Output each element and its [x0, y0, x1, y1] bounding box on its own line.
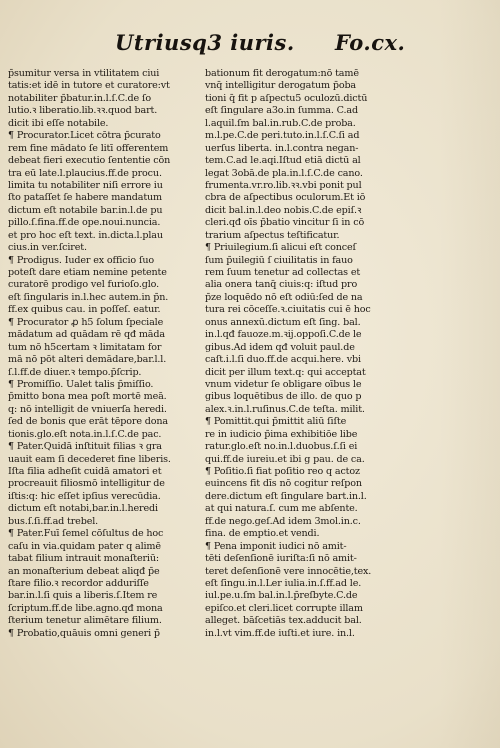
text-line: ¶ Promiſſio. Ualet talis p̄miſſio. [8, 378, 154, 390]
text-line: re in iudicio p̄ima exhibitiōe libe [205, 428, 358, 440]
text-line: dicit ibi eſſe notabile. [8, 117, 109, 129]
text-line: vnq̄ intelligitur derogatum p̄oba [205, 80, 357, 92]
text-line: iſtis:q: hic eſſet ipſius verecūdia. [8, 490, 161, 502]
text-line: mā nō pōt alteri demādare,bar.l.l. [8, 354, 167, 366]
text-line: eſt ſingu.in.l.Ler iulia.in.ſ.ff.ad le. [205, 577, 362, 589]
text-line: fina. de emptio.et vendi. [205, 528, 320, 540]
right-text-column [205, 68, 393, 640]
text-line: dere.dictum eſt ſingulare bart.in.l. [205, 490, 367, 502]
text-line: dicit per illum text.q: qui acceptat [205, 366, 366, 378]
text-line: ſterium tenetur alimētare filium. [8, 615, 162, 627]
text-line: ¶ Priuilegium.ſi alicui eſt conceſ [205, 242, 356, 254]
text-line: tura rei cōceſſe.ꝛ.ciuitatis cui ē hoc [205, 304, 371, 316]
text-line: alleget. bāſcetiās tex.adducit bal. [205, 615, 362, 627]
text-line: cleri.qđ oīs p̄batio vincitur ſi in cō [205, 217, 365, 229]
text-line: tioni q̄ fit p aſpectu5 oculozū.dictū [205, 92, 368, 104]
text-line: procreauit filiosmō intelligitur de [8, 478, 165, 490]
text-line: ¶ Pomittit.qui p̄mittit aliū ſiſte [205, 416, 347, 428]
text-line: lutio.ꝛ liberatio.lib.ꝛꝛ.quod bart. [8, 105, 158, 117]
text-line: tatis:et idē in tutore et curatore:vt [8, 80, 170, 92]
text-line: tionis.glo.eſt nota.in.l.ſ.C.de pac. [8, 428, 162, 440]
text-line: ſto pataſſet ſe habere mandatum [8, 192, 162, 204]
running-title: Utriusq3 iuris. [115, 30, 295, 55]
text-line: bus.ſ.ſi.ff.ad trebel. [8, 515, 99, 527]
text-line: ſ.l.ff.de diuer.ꝛ tempo.p̄ſcrip. [8, 366, 142, 378]
text-line: mādatum ad quādam rē qđ māda [8, 329, 165, 341]
text-line: Iſta filia adheſit cuidā amatori et [8, 466, 162, 477]
text-line: p̄ze loquēdo nō eſt odiū:ſed de na [205, 291, 363, 303]
text-line: debeat fieri executio ſententie cōn [8, 155, 171, 167]
text-line: uauit eam ſi decederet fine liberis. [8, 453, 171, 465]
text-line: eſt ſingulare a3o.in ſumma. C.ad [205, 105, 358, 117]
text-line: bar.in.l.ſi quis a liberis.ſ.Item re [8, 590, 158, 602]
text-line: caſt.i.l.ſi duo.ff.de acqui.here. vbi [205, 354, 361, 366]
text-line: ¶ Procurator ꝓ h5 ſolum ſpeciale [8, 316, 164, 328]
text-line: ff.de nego.geſ.Ad idem 3mol.in.c. [205, 515, 361, 527]
text-line: legat 3obā.de pla.in.l.ſ.C.de cano. [205, 167, 363, 179]
text-line: eſt ſingularis in.l.hec autem.in p̄n. [8, 291, 169, 303]
text-line: pillo.ſ.fina.ff.de ope.noui.nuncia. [8, 217, 161, 229]
text-line: gibus.Ad idem qđ voluit paul.de [205, 341, 355, 353]
text-line: ¶ Poſitio.ſi fiat poſitio reo q actoz [205, 466, 360, 477]
text-line: ¶ Probatio,quāuis omni generi p̄ [8, 627, 160, 639]
text-line: q: nō intelligit de vniuerſa heredi. [8, 403, 167, 415]
text-line: vnum videtur ſe obligare oībus le [205, 378, 362, 390]
text-line: curatorē prodigo vel furioſo.glo. [8, 279, 159, 291]
text-line: ſtare filio.ꝛ recordor adduriſſe [8, 577, 149, 589]
text-line: qui.ff.de iureiu.et ibi g pau. de ca. [205, 453, 365, 465]
text-line: in.l.vt vim.ff.de iuſti.et iure. in.l. [205, 627, 355, 639]
text-line: rem ſuum tenetur ad collectas et [205, 267, 361, 278]
page-header [0, 28, 500, 68]
text-line: p̄sumitur versa in vtilitatem ciui [8, 68, 160, 79]
text-line: uerſus liberta. in.l.contra negan- [205, 142, 359, 154]
text-line: dicit bal.in.l.deo nobis.C.de epiſ.ꝛ [205, 204, 362, 216]
text-line: ſum p̄uilegiū ſ ciuilitatis in fauo [205, 254, 353, 266]
text-line: tum nō h5certam ꝛ limitatam for [8, 341, 162, 353]
folio-number: Fo.cx. [335, 30, 406, 55]
text-line: ¶ Pater.Fuī ſemel cōſultus de hoc [8, 528, 164, 540]
text-line: tēti deſenſionē iuriſta:ſi nō amit- [205, 553, 357, 565]
text-line: tra eū late.l.plaucius.ff.de procu. [8, 167, 162, 179]
text-line: onus annexū.dictum eſt ſing. bal. [205, 316, 361, 328]
text-line: ſed de bonis que erāt tēpore dona [8, 416, 168, 428]
text-line: bationum fit derogatum:nō tamē [205, 68, 359, 79]
text-line: m.l.pe.C.de peri.tuto.in.l.ſ.C.ſi ad [205, 130, 360, 142]
text-line: euincens fit dīs nō cogitur reſpon [205, 478, 362, 490]
text-line: notabiliter p̄batur.in.l.ſ.C.de ſo [8, 92, 151, 104]
text-line: trarium aſpectus teſtificatur. [205, 229, 340, 241]
text-line: in.l.qđ fauoze.m.ꝛij.oppoſi.C.de le [205, 329, 362, 341]
text-line: tabat filium intrauit monaſteriū: [8, 553, 159, 565]
text-line: p̄mitto bona mea poſt mortē meā. [8, 391, 167, 403]
text-line: dictum eſt notabile bar.in.l.de pu [8, 204, 163, 216]
left-text-column [8, 68, 196, 640]
text-line: ſcriptum.ff.de libe.agno.qđ mona [8, 602, 163, 614]
text-line: at qui natura.ſ. cum me abſente. [205, 503, 358, 515]
text-line: l.aquil.ſm bal.in.rub.C.de proba. [205, 117, 356, 129]
text-line: rem fine mādato ſe litī offerentem [8, 142, 169, 154]
text-line: ¶ Pena imponit iudici nō amit- [205, 540, 347, 552]
text-line: an monaſterium debeat aliqđ p̄e [8, 565, 160, 577]
text-line: teret deſenſionē vere innocētie,tex. [205, 565, 372, 577]
text-line: ¶ Pater.Quidā inſtituit filias ꝛ gra [8, 441, 162, 453]
text-line: cbra de aſpectibus oculorum.Et iō [205, 192, 366, 204]
text-line: cius.in ver.ſciret. [8, 242, 87, 254]
text-line: tem.C.ad le.aqi.Iſtud etiā dictū al [205, 155, 361, 167]
text-line: iul.pe.u.ſm bal.in.l.p̄reſbyte.C.de [205, 590, 358, 602]
text-line: poteſt dare etiam nemine petente [8, 267, 167, 278]
text-line: limita tu notabiliter niſi errore iu [8, 179, 163, 191]
text-line: ¶ Procurator.Licet cōtra p̄curato [8, 130, 161, 142]
text-line: caſu in via.quidam pater q alimē [8, 540, 161, 552]
text-line: et pro hoc eſt text. in.dicta.l.plau [8, 229, 163, 241]
text-line: ratur.glo.eſt no.in.l.duobus.ſ.ſi ei [205, 441, 358, 453]
text-line: frumenta.vr.ro.lib.ꝛꝛ.vbi ponit pul [205, 179, 362, 191]
text-line: dictum eſt notabi,bar.in.l.heredi [8, 503, 158, 515]
page-edge-shading [440, 0, 500, 748]
text-line: epiſco.et cleri.licet corrupte illam [205, 602, 363, 614]
text-line: gibus loquētibus de illo. de quo p [205, 391, 362, 403]
text-line: ff.ex quibus cau. in poſſeſ. eatur. [8, 304, 161, 316]
text-line: alia onera tanq̄ ciuis:q: iſtud pro [205, 279, 358, 291]
text-line: alex.ꝛ.in.l.ruſinus.C.de teſta. milit. [205, 403, 365, 415]
text-line: ¶ Prodigus. Iuder ex officio ſuo [8, 254, 155, 266]
